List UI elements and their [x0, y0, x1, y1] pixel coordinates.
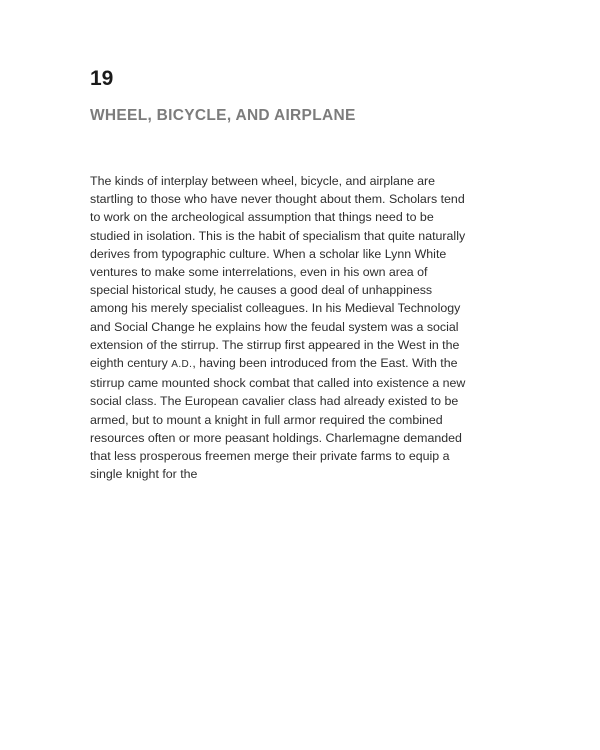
- text-line: resources often or more peasant holdings. Charlemagne demanded: [90, 430, 462, 445]
- text-line: derives from typographic culture. When a scholar like Lynn White: [90, 246, 447, 261]
- text-line: and Social Change he explains how the feudal system was a social: [90, 319, 459, 334]
- text-line: among his merely specialist colleagues. In his Medieval Technology: [90, 301, 461, 316]
- text-line: to work on the archeological assumption that things need to be: [90, 210, 434, 225]
- text-line: social class. The European cavalier class had already existed to be: [90, 394, 459, 409]
- text-line: special historical study, he causes a good deal of unhappiness: [90, 283, 433, 298]
- text-line: ventures to make some interrelations, even in his own area of: [90, 265, 428, 280]
- text-line: that less prosperous freemen merge their private farms to equip a: [90, 449, 450, 464]
- text-line: stirrup came mounted shock combat that called into existence a new: [90, 376, 466, 391]
- text-line: armed, but to mount a knight in full armor required the combined: [90, 412, 443, 427]
- text-line: extension of the stirrup. The stirrup first appeared in the West in the: [90, 337, 460, 352]
- chapter-number: 19: [90, 67, 114, 90]
- body-paragraph: [90, 172, 522, 483]
- chapter-title: WHEEL, BICYCLE, AND AIRPLANE: [90, 107, 356, 124]
- text-line: single knight for the: [90, 467, 198, 482]
- text-line: The kinds of interplay between wheel, bicycle, and airplane are: [90, 174, 436, 188]
- text-line: eighth century A.D., having been introduced from the East. With the: [90, 356, 458, 371]
- small-caps-abbreviation: A.D.: [171, 359, 193, 371]
- text-line: studied in isolation. This is the habit of specialism that quite naturally: [90, 228, 466, 243]
- text-line: startling to those who have never thought about them. Scholars tend: [90, 192, 465, 207]
